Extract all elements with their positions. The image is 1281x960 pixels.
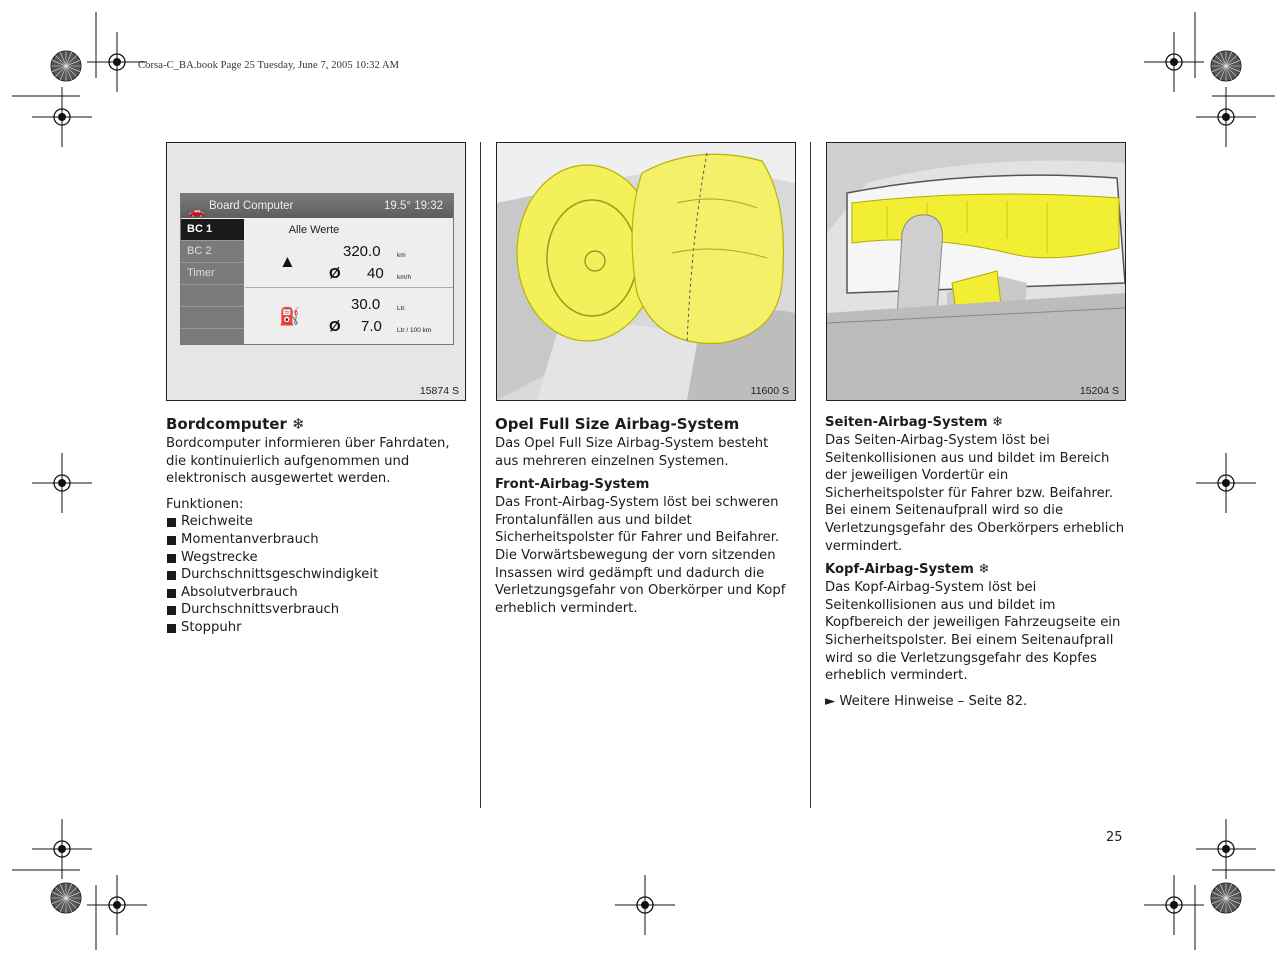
display-menu	[181, 219, 244, 344]
fuel-value: 30.0	[351, 296, 381, 313]
speed-value: 40	[367, 265, 384, 282]
list-item: Stoppuhr	[166, 619, 466, 637]
list-item: Reichweite	[166, 513, 466, 531]
speed-unit: km/h	[397, 274, 412, 281]
menu-item-empty	[181, 307, 244, 329]
consumption-symbol: Ø	[329, 318, 341, 335]
print-info: Corsa-C_BA.book Page 25 Tuesday, June 7, 2005 10:32 AM	[138, 60, 400, 71]
head-airbag-title: Kopf-Airbag-System	[825, 562, 974, 578]
fuel-unit: Ltr.	[397, 305, 407, 312]
option-star-icon: ❄	[978, 562, 990, 578]
menu-item-timer: Timer	[181, 263, 244, 285]
front-airbag-illustration	[497, 143, 795, 400]
side-airbag-title: Seiten-Airbag-System	[825, 415, 988, 430]
functions-label: Funktionen:	[166, 496, 244, 512]
figure-number: 11600 S	[750, 385, 789, 397]
menu-item-bc2: BC 2	[181, 241, 244, 263]
column-divider	[480, 142, 481, 808]
fuel-pump-icon: ⛽	[279, 307, 301, 326]
list-item: Durchschnittsgeschwindigkeit	[166, 566, 466, 584]
board-computer-display	[180, 193, 454, 345]
column-divider	[810, 142, 811, 808]
consumption-unit: Ltr / 100 km	[397, 327, 432, 334]
functions-list	[166, 513, 466, 636]
side-airbag-text: Das Seiten-Airbag-System löst bei Seitenkollisionen aus und bildet im Bereich der jeweiligen Vordertür ein Sicherheitspolster für Fahrer bzw. Beifahrer. Bei einem Seitenaufprall wird so die Verletzungsgefahr des Oberkörpers erheblich vermindert.	[825, 433, 1125, 554]
bordcomputer-intro: Bordcomputer informieren über Fahrdaten, die kontinuierlich aufgenommen und elektronisch ausgewertet werden.	[166, 436, 450, 487]
figure-front-airbag	[496, 142, 796, 401]
consumption-value: 7.0	[361, 318, 382, 335]
reference-link[interactable]: ► Weitere Hinweise – Seite 82.	[825, 693, 1028, 709]
car-icon: 🚗	[189, 204, 204, 218]
page-number: 25	[1106, 830, 1123, 845]
option-star-icon: ❄	[292, 415, 305, 433]
list-item: Wegstrecke	[166, 549, 466, 567]
figure-side-airbag	[826, 142, 1126, 401]
subsection-title	[825, 414, 1125, 432]
section-title	[166, 414, 466, 434]
head-airbag-text: Das Kopf-Airbag-System löst bei Seitenkollisionen aus und bildet im Kopfbereich der jeweiligen Fahrzeugseite ein Sicherheitspolster. Bei einem Seitenaufprall wird so die Verletzungsgefahr des Kopfes erheblich vermindert.	[825, 580, 1121, 684]
column-airbag-system	[495, 414, 793, 617]
display-subtitle: Alle Werte	[288, 224, 340, 236]
figure-number: 15874 S	[419, 385, 459, 397]
display-temp-time: 19.5° 19:32	[384, 200, 443, 212]
list-item: Absolutverbrauch	[166, 584, 466, 602]
road-icon: ▲	[279, 252, 296, 271]
column-side-airbag	[825, 414, 1125, 710]
front-airbag-text: Das Front-Airbag-System löst bei schweren Frontalunfällen aus und bildet Sicherheitspolster für Fahrer und Beifahrer. Die Vorwärtsbewegung der vorn sitzenden Insassen wird gedämpft und dadurch die Verletzungsgefahr von Oberkörper und Kopf erheblich vermindert.	[495, 495, 786, 616]
menu-item-bc1: BC 1	[181, 219, 244, 241]
registration-star-top-right	[1211, 51, 1241, 81]
side-airbag-illustration	[827, 143, 1125, 400]
speed-symbol: Ø	[329, 265, 341, 282]
display-title: Board Computer	[209, 200, 294, 212]
airbag-intro: Das Opel Full Size Airbag-System besteht aus mehreren einzelnen Systemen.	[495, 436, 769, 469]
menu-item-empty	[181, 285, 244, 307]
distance-value: 320.0	[343, 243, 381, 260]
list-item: Durchschnittsverbrauch	[166, 601, 466, 619]
display-title-bar	[181, 194, 453, 218]
option-star-icon: ❄	[992, 415, 1004, 430]
column-bordcomputer	[166, 414, 466, 637]
list-item: Momentanverbrauch	[166, 531, 466, 549]
distance-unit: km	[397, 252, 406, 259]
section-title: Opel Full Size Airbag-System	[495, 415, 740, 433]
subsection-title: Front-Airbag-System	[495, 477, 650, 493]
subsection-title	[825, 561, 1125, 579]
display-values	[245, 219, 453, 344]
figure-number: 15204 S	[1079, 385, 1119, 397]
figure-board-computer	[166, 142, 466, 401]
bordcomputer-title: Bordcomputer	[166, 415, 287, 433]
registration-star-top-left	[51, 51, 81, 81]
